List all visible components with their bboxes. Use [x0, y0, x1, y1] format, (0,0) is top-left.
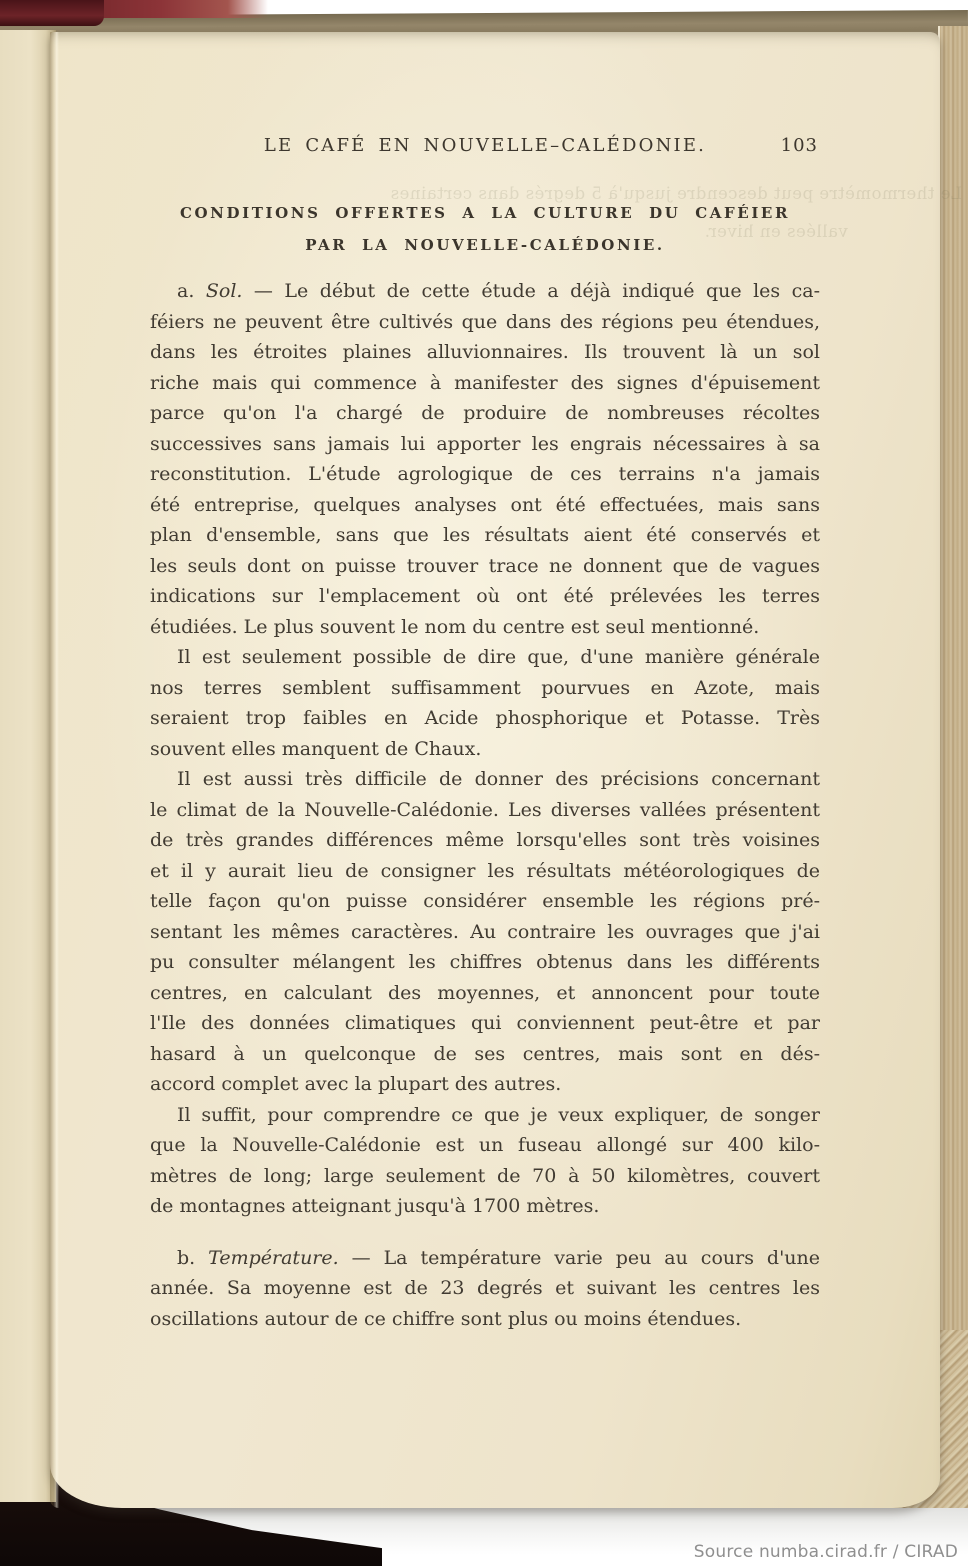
text-line-rest: — La température varie peu au cours d'une — [351, 1246, 821, 1269]
page-gutter-shadow — [50, 32, 59, 1508]
running-head: LE CAFÉ EN NOUVELLE–CALÉDONIE. — [263, 135, 707, 156]
text-line: les seuls dont on puisse trouver trace ne donnent que de vagues — [150, 554, 820, 577]
facing-page-gutter-strip — [0, 30, 56, 1502]
text-line — [150, 1243, 820, 1274]
text-line: mètres de long; large seulement de 70 à 50 kilomètres, couvert — [150, 1164, 820, 1187]
show-through-text: Le thermomètre peut descendre jusqu'à 5 degrés dans certaines — [390, 184, 962, 203]
text-line — [150, 276, 820, 307]
text-line-rest: — Le début de cette étude a déjà indiqué que les ca- — [253, 280, 821, 302]
text-line: Il est aussi très difficile de donner des précisions concernant — [177, 768, 820, 790]
text-line: reconstitution. L'étude agrologique de ces terrains n'a jamais — [150, 463, 820, 485]
paragraph-climat — [150, 764, 820, 1100]
paragraph-term: Température. — [208, 1246, 339, 1269]
text-line: sentant les mêmes caractères. Au contraire les ouvrages que j'ai — [150, 920, 820, 943]
book-page — [50, 32, 962, 1508]
page-number: 103 — [780, 135, 818, 156]
text-line: l'Ile des données climatiques qui conviennent peut-être et par — [150, 1012, 820, 1034]
text-line: été entreprise, quelques analyses ont été effectuées, mais sans — [150, 493, 820, 516]
paragraph-azote — [150, 642, 820, 764]
source-attribution: Source numba.cirad.fr / CIRAD — [693, 1542, 958, 1562]
text-line: plan d'ensemble, sans que les résultats aient été conservés et — [150, 524, 820, 546]
text-line: de très grandes différences même lorsqu'elles sont très voisines — [150, 829, 820, 851]
text-line: souvent elles manquent de Chaux. — [150, 737, 482, 760]
paragraph-fuseau — [150, 1100, 820, 1222]
text-line: centres, en calculant des moyennes, et annoncent pour toute — [150, 981, 820, 1004]
text-line: parce qu'on l'a chargé de produire de nombreuses récoltes — [150, 402, 820, 424]
text-line: Il est seulement possible de dire que, d'une manière générale — [177, 646, 820, 668]
paragraph-temperature — [150, 1243, 820, 1335]
body-text — [150, 276, 820, 1334]
text-line: riche mais qui commence à manifester des signes d'épuisement — [150, 371, 820, 394]
text-line: hasard à un quelconque de ses centres, mais sont en dés- — [150, 1042, 820, 1065]
paragraph-label: b. — [177, 1246, 196, 1269]
section-heading-line1: CONDITIONS OFFERTES A LA CULTURE DU CAFÉIER — [179, 204, 791, 222]
show-through-text: vallées en hiver. — [704, 222, 848, 241]
text-line: telle façon qu'on puisse considérer ensemble les régions pré- — [150, 890, 820, 912]
paragraph-term: Sol. — [205, 280, 243, 302]
text-line: pu consulter mélangent les chiffres obtenus dans les différents — [150, 951, 820, 973]
text-line: et il y aurait lieu de consigner les résultats météorologiques de — [150, 859, 820, 882]
section-heading-line2: PAR LA NOUVELLE-CALÉDONIE. — [305, 236, 665, 254]
text-line: féiers ne peuvent être cultivés que dans des régions peu étendues, — [150, 310, 820, 333]
paragraph-sol — [150, 276, 820, 642]
text-line: le climat de la Nouvelle-Calédonie. Les diverses vallées présentent — [150, 798, 820, 821]
page-edges-right — [938, 26, 968, 1506]
text-line: étudiées. Le plus souvent le nom du centre est seul mentionné. — [150, 615, 760, 638]
text-line: de montagnes atteignant jusqu'à 1700 mètres. — [150, 1195, 600, 1217]
paragraph-label: a. — [177, 280, 195, 302]
text-line: successives sans jamais lui apporter les engrais nécessaires à sa — [150, 432, 820, 455]
book-cover-top-left — [0, 0, 104, 26]
text-line: indications sur l'emplacement où ont été prélevées les terres — [150, 585, 820, 607]
text-line: Il suffit, pour comprendre ce que je veux expliquer, de songer — [177, 1103, 820, 1126]
text-line: oscillations autour de ce chiffre sont plus ou moins étendues. — [150, 1307, 742, 1330]
text-line: accord complet avec la plupart des autres. — [150, 1073, 562, 1095]
text-line: que la Nouvelle-Calédonie est un fuseau allongé sur 400 kilo- — [150, 1134, 820, 1156]
text-line: année. Sa moyenne est de 23 degrés et suivant les centres les — [150, 1277, 820, 1299]
text-line: dans les étroites plaines alluvionnaires. Ils trouvent là un sol — [150, 341, 820, 363]
text-line: seraient trop faibles en Acide phosphorique et Potasse. Très — [150, 707, 820, 729]
text-line: nos terres semblent suffisamment pourvues en Azote, mais — [150, 676, 820, 699]
